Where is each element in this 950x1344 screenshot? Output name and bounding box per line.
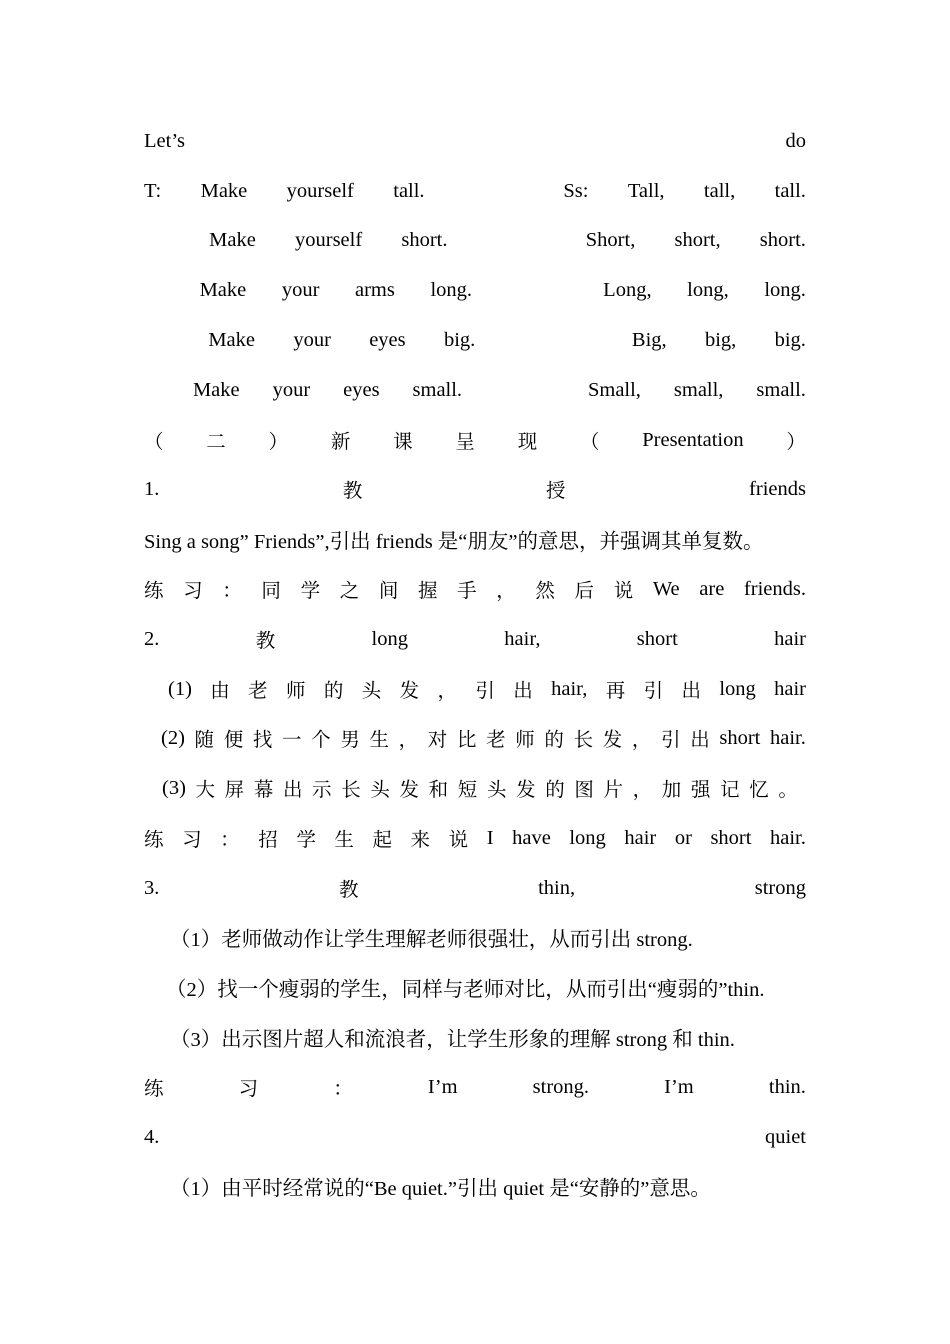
word: 男 — [340, 728, 360, 751]
word: Presentation — [642, 428, 744, 451]
word: 引 — [643, 679, 664, 702]
word: hair — [774, 627, 806, 650]
item-3-heading — [144, 868, 806, 908]
word: short. — [401, 228, 448, 251]
word: Make — [209, 228, 256, 251]
word: ： — [333, 1077, 353, 1100]
word: hair, — [504, 627, 541, 650]
word: long — [719, 677, 756, 700]
word: 后 — [574, 579, 595, 602]
word: 强 — [690, 778, 711, 801]
word: (1) — [168, 677, 192, 700]
word: Make — [208, 328, 255, 351]
word: thin. — [768, 1075, 806, 1098]
word: tall. — [393, 179, 425, 202]
item-2-step-3 — [162, 768, 798, 808]
word: 习 — [183, 579, 203, 602]
word: 然 — [535, 579, 555, 602]
word: 教 — [342, 479, 363, 502]
word: (3) — [162, 776, 186, 799]
word: 生 — [334, 828, 354, 851]
word: I’m — [427, 1075, 458, 1098]
word: 个 — [311, 728, 331, 751]
word: （ — [144, 430, 164, 453]
word: Tall, — [627, 179, 665, 202]
item-1-practice — [144, 569, 806, 609]
word: Ss: — [563, 179, 589, 202]
word: 找 — [252, 728, 273, 751]
word: 2. — [144, 627, 160, 650]
word: big, — [704, 328, 737, 351]
word: 一 — [282, 728, 302, 751]
word: 说 — [613, 579, 634, 602]
word: 生 — [369, 728, 389, 751]
word: 和 — [428, 778, 449, 801]
text: （1）老师做动作让学生理解老师很强壮，从而引出 strong. — [170, 929, 693, 951]
word: 师 — [515, 728, 535, 751]
item-2-heading — [144, 619, 806, 659]
word: Make — [192, 378, 240, 401]
word: ， — [496, 579, 516, 602]
word: quiet — [765, 1125, 806, 1148]
word: We — [652, 577, 680, 600]
word: yourself — [286, 179, 354, 202]
word: 起 — [372, 828, 392, 851]
word: 短 — [457, 778, 478, 801]
word: 老 — [486, 728, 506, 751]
word: 1. — [144, 477, 160, 500]
word: 头 — [486, 778, 507, 801]
word: hair. — [770, 726, 806, 749]
word: 呈 — [455, 430, 475, 453]
word: 新 — [330, 430, 351, 453]
word: yourself — [295, 228, 363, 251]
word: short — [719, 726, 761, 749]
chant-line-3 — [144, 270, 806, 310]
word: long — [371, 627, 408, 650]
word: short — [710, 826, 752, 849]
item-3-step-2 — [166, 967, 806, 1007]
word: 。 — [778, 778, 798, 801]
word: 习 — [182, 828, 202, 851]
word: 对 — [427, 728, 448, 751]
item-4-heading — [144, 1117, 806, 1157]
word: 间 — [378, 579, 399, 602]
word: 便 — [223, 728, 244, 751]
chant-line-2 — [144, 220, 806, 260]
word: 头 — [361, 679, 382, 702]
word: strong — [754, 876, 806, 899]
word: 记 — [720, 778, 740, 801]
text: （2）找一个瘦弱的学生，同样与老师对比，从而引出“瘦弱的”thin. — [166, 979, 765, 1001]
word: 同 — [261, 579, 281, 602]
word: 引 — [475, 679, 495, 702]
word: 片 — [603, 778, 624, 801]
word: short — [636, 627, 678, 650]
word: ） — [268, 430, 289, 453]
word: your — [293, 328, 331, 351]
word: strong. — [532, 1075, 590, 1098]
word: 练 — [144, 1077, 164, 1100]
word: 比 — [456, 728, 477, 751]
word: T: — [144, 179, 162, 202]
word: short. — [759, 228, 806, 251]
word: 习 — [238, 1077, 259, 1100]
word: long — [569, 826, 606, 849]
word: 4. — [144, 1125, 160, 1148]
item-1-text — [144, 519, 824, 559]
word: 学 — [296, 828, 316, 851]
word: 头 — [370, 778, 390, 801]
word: hair, — [551, 677, 588, 700]
word: I — [486, 826, 494, 849]
item-2-step-2 — [161, 718, 806, 758]
word: eyes — [343, 378, 380, 401]
word: ： — [222, 579, 242, 602]
word: 随 — [194, 728, 215, 751]
word: 再 — [605, 679, 626, 702]
word: Make — [199, 278, 247, 301]
word: 握 — [417, 579, 438, 602]
chant-line-1 — [144, 171, 806, 211]
word: Make — [200, 179, 248, 202]
word: 教 — [255, 629, 276, 652]
text: （1）由平时经常说的“Be quiet.”引出 quiet 是“安静的”意思。 — [170, 1178, 711, 1200]
word: 课 — [393, 430, 413, 453]
word: small. — [756, 378, 806, 401]
text: Sing a song” Friends”,引出 friends 是“朋友”的意思，并强调其单复数。 — [144, 531, 764, 553]
word: 长 — [341, 778, 361, 801]
word: hair. — [770, 826, 806, 849]
word: tall. — [774, 179, 806, 202]
word: friends — [749, 477, 806, 500]
word: 屏 — [224, 778, 245, 801]
word: 之 — [339, 579, 360, 602]
word: ， — [632, 778, 653, 801]
word: 3. — [144, 876, 160, 899]
item-3-step-1 — [170, 917, 806, 957]
word: 招 — [258, 828, 278, 851]
text: （3）出示图片超人和流浪者，让学生形象的理解 strong 和 thin. — [170, 1029, 735, 1051]
word: 手 — [457, 579, 477, 602]
word: big. — [443, 328, 476, 351]
word: hair — [774, 677, 806, 700]
word: eyes — [369, 328, 406, 351]
word: small. — [412, 378, 463, 401]
word: 由 — [210, 679, 230, 702]
word: 出 — [681, 679, 701, 702]
word: 幕 — [253, 778, 274, 801]
word: long. — [764, 278, 806, 301]
word: thin, — [538, 876, 576, 899]
word: 现 — [517, 430, 538, 453]
word: friends. — [743, 577, 806, 600]
word: 来 — [410, 828, 431, 851]
item-1-heading — [144, 469, 806, 509]
word: short, — [674, 228, 721, 251]
word: or — [674, 826, 692, 849]
word: I’m — [664, 1075, 694, 1098]
word: your — [281, 278, 320, 301]
word: 说 — [448, 828, 469, 851]
word: have — [512, 826, 551, 849]
word: long, — [687, 278, 729, 301]
word: 发 — [399, 679, 420, 702]
word: 发 — [602, 728, 623, 751]
word: Big, — [631, 328, 667, 351]
word: 的 — [544, 728, 564, 751]
word: do — [785, 129, 806, 152]
word: Small, — [587, 378, 641, 401]
word: hair — [624, 826, 657, 849]
word: 示 — [312, 778, 332, 801]
word: 二 — [206, 430, 226, 453]
word: ， — [631, 728, 652, 751]
word: small, — [673, 378, 724, 401]
item-3-step-3 — [170, 1017, 806, 1057]
word: ， — [437, 679, 458, 702]
word: 练 — [144, 579, 164, 602]
word: long. — [430, 278, 473, 301]
word: 出 — [690, 728, 710, 751]
word: 发 — [516, 778, 536, 801]
lets-do-heading — [144, 121, 806, 161]
word: big. — [774, 328, 806, 351]
word: 出 — [513, 679, 533, 702]
chant-line-5 — [144, 370, 806, 410]
word: ， — [398, 728, 419, 751]
word: 图 — [574, 778, 594, 801]
word: 老 — [248, 679, 268, 702]
item-2-step-1 — [168, 669, 806, 709]
word: 师 — [286, 679, 306, 702]
item-4-step-1 — [170, 1166, 806, 1206]
word: (2) — [161, 726, 185, 749]
word: ： — [220, 828, 240, 851]
word: 练 — [144, 828, 164, 851]
word: 出 — [282, 778, 303, 801]
word: tall, — [703, 179, 736, 202]
word: Short, — [585, 228, 636, 251]
word: Long, — [603, 278, 652, 301]
word: 大 — [195, 778, 216, 801]
word: your — [272, 378, 311, 401]
word: 发 — [399, 778, 420, 801]
word: are — [699, 577, 725, 600]
word: Let’s — [144, 129, 185, 152]
word: 引 — [661, 728, 681, 751]
word: （ — [579, 430, 600, 453]
word: 学 — [300, 579, 321, 602]
word: 忆 — [749, 778, 769, 801]
word: 的 — [323, 679, 344, 702]
item-2-practice — [144, 818, 806, 858]
word: 教 — [338, 878, 359, 901]
item-3-practice — [144, 1067, 806, 1107]
section-heading-presentation — [144, 420, 806, 460]
word: arms — [355, 278, 395, 301]
chant-line-4 — [144, 320, 806, 360]
word: 的 — [545, 778, 565, 801]
word: 授 — [545, 479, 566, 502]
word: 加 — [661, 778, 682, 801]
word: 长 — [573, 728, 594, 751]
word: ） — [786, 430, 806, 453]
